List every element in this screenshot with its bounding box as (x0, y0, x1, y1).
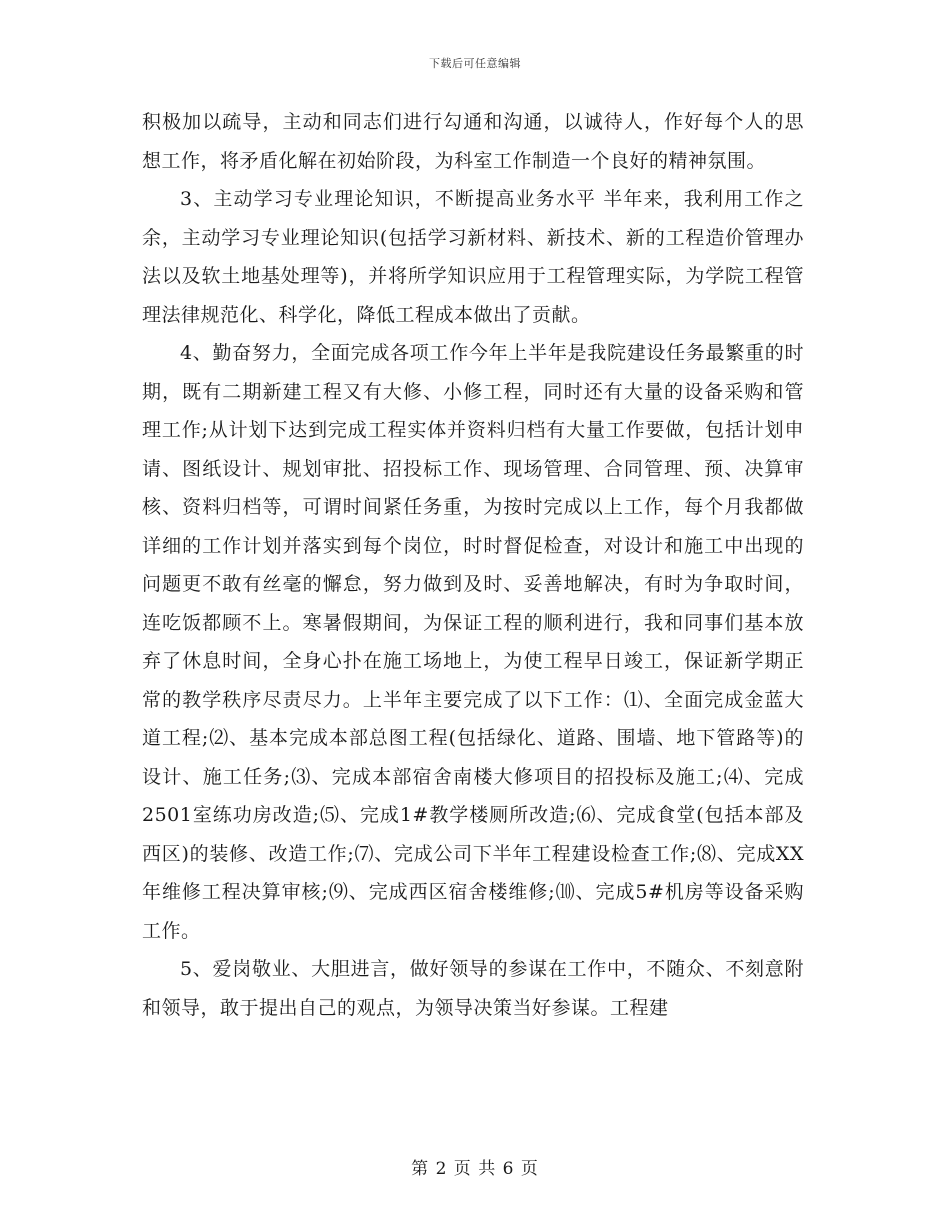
header-note: 下载后可任意编辑 (429, 57, 521, 70)
page-number-footer: 第 2 页 共 6 页 (411, 1159, 539, 1179)
document-body (142, 103, 804, 1027)
paragraph-item-3: 3、主动学习专业理论知识，不断提高业务水平 半年来，我利用工作之余，主动学习专业理论知识(包括学习新材料、新技术、新的工程造价管理办法以及软土地基处理等)，并将所学知识应用于工程管理实际，为学院工程管理法律规范化、科学化，降低工程成本做出了贡献。 (142, 188, 804, 326)
paragraph-item-5: 5、爱岗敬业、大胆进言，做好领导的参谋在工作中，不随众、不刻意附和领导，敢于提出自己的观点，为领导决策当好参谋。工程建 (142, 958, 804, 1019)
paragraph-item-4: 4、勤奋努力，全面完成各项工作今年上半年是我院建设任务最繁重的时期，既有二期新建工程又有大修、小修工程，同时还有大量的设备采购和管理工作;从计划下达到完成工程实体并资料归档有大量工作要做，包括计划申请、图纸设计、规划审批、招投标工作、现场管理、合同管理、预、决算审核、资料归档等，可谓时间紧任务重，为按时完成以上工作，每个月我都做详细的工作计划并落实到每个岗位，时时督促检查，对设计和施工中出现的问题更不敢有丝毫的懈怠，努力做到及时、妥善地解决，有时为争取时间，连吃饭都顾不上。寒暑假期间，为保证工程的顺利进行，我和同事们基本放弃了休息时间，全身心扑在施工场地上，为使工程早日竣工，保证新学期正常的教学秩序尽责尽力。上半年主要完成了以下工作：⑴、全面完成金蓝大道工程;⑵、基本完成本部总图工程(包括绿化、道路、围墙、地下管路等)的设计、施工任务;⑶、完成本部宿舍南楼大修项目的招投标及施工;⑷、完成2501室练功房改造;⑸、完成1#教学楼厕所改造;⑹、完成食堂(包括本部及西区)的装修、改造工作;⑺、完成公司下半年工程建设检查工作;⑻、完成XX年维修工程决算审核;⑼、完成西区宿舍楼维修;⑽、完成5#机房等设备采购工作。 (142, 342, 804, 942)
paragraph-continuation: 积极加以疏导，主动和同志们进行勾通和沟通，以诚待人，作好每个人的思想工作，将矛盾化解在初始阶段，为科室工作制造一个良好的精神氛围。 (142, 111, 804, 172)
